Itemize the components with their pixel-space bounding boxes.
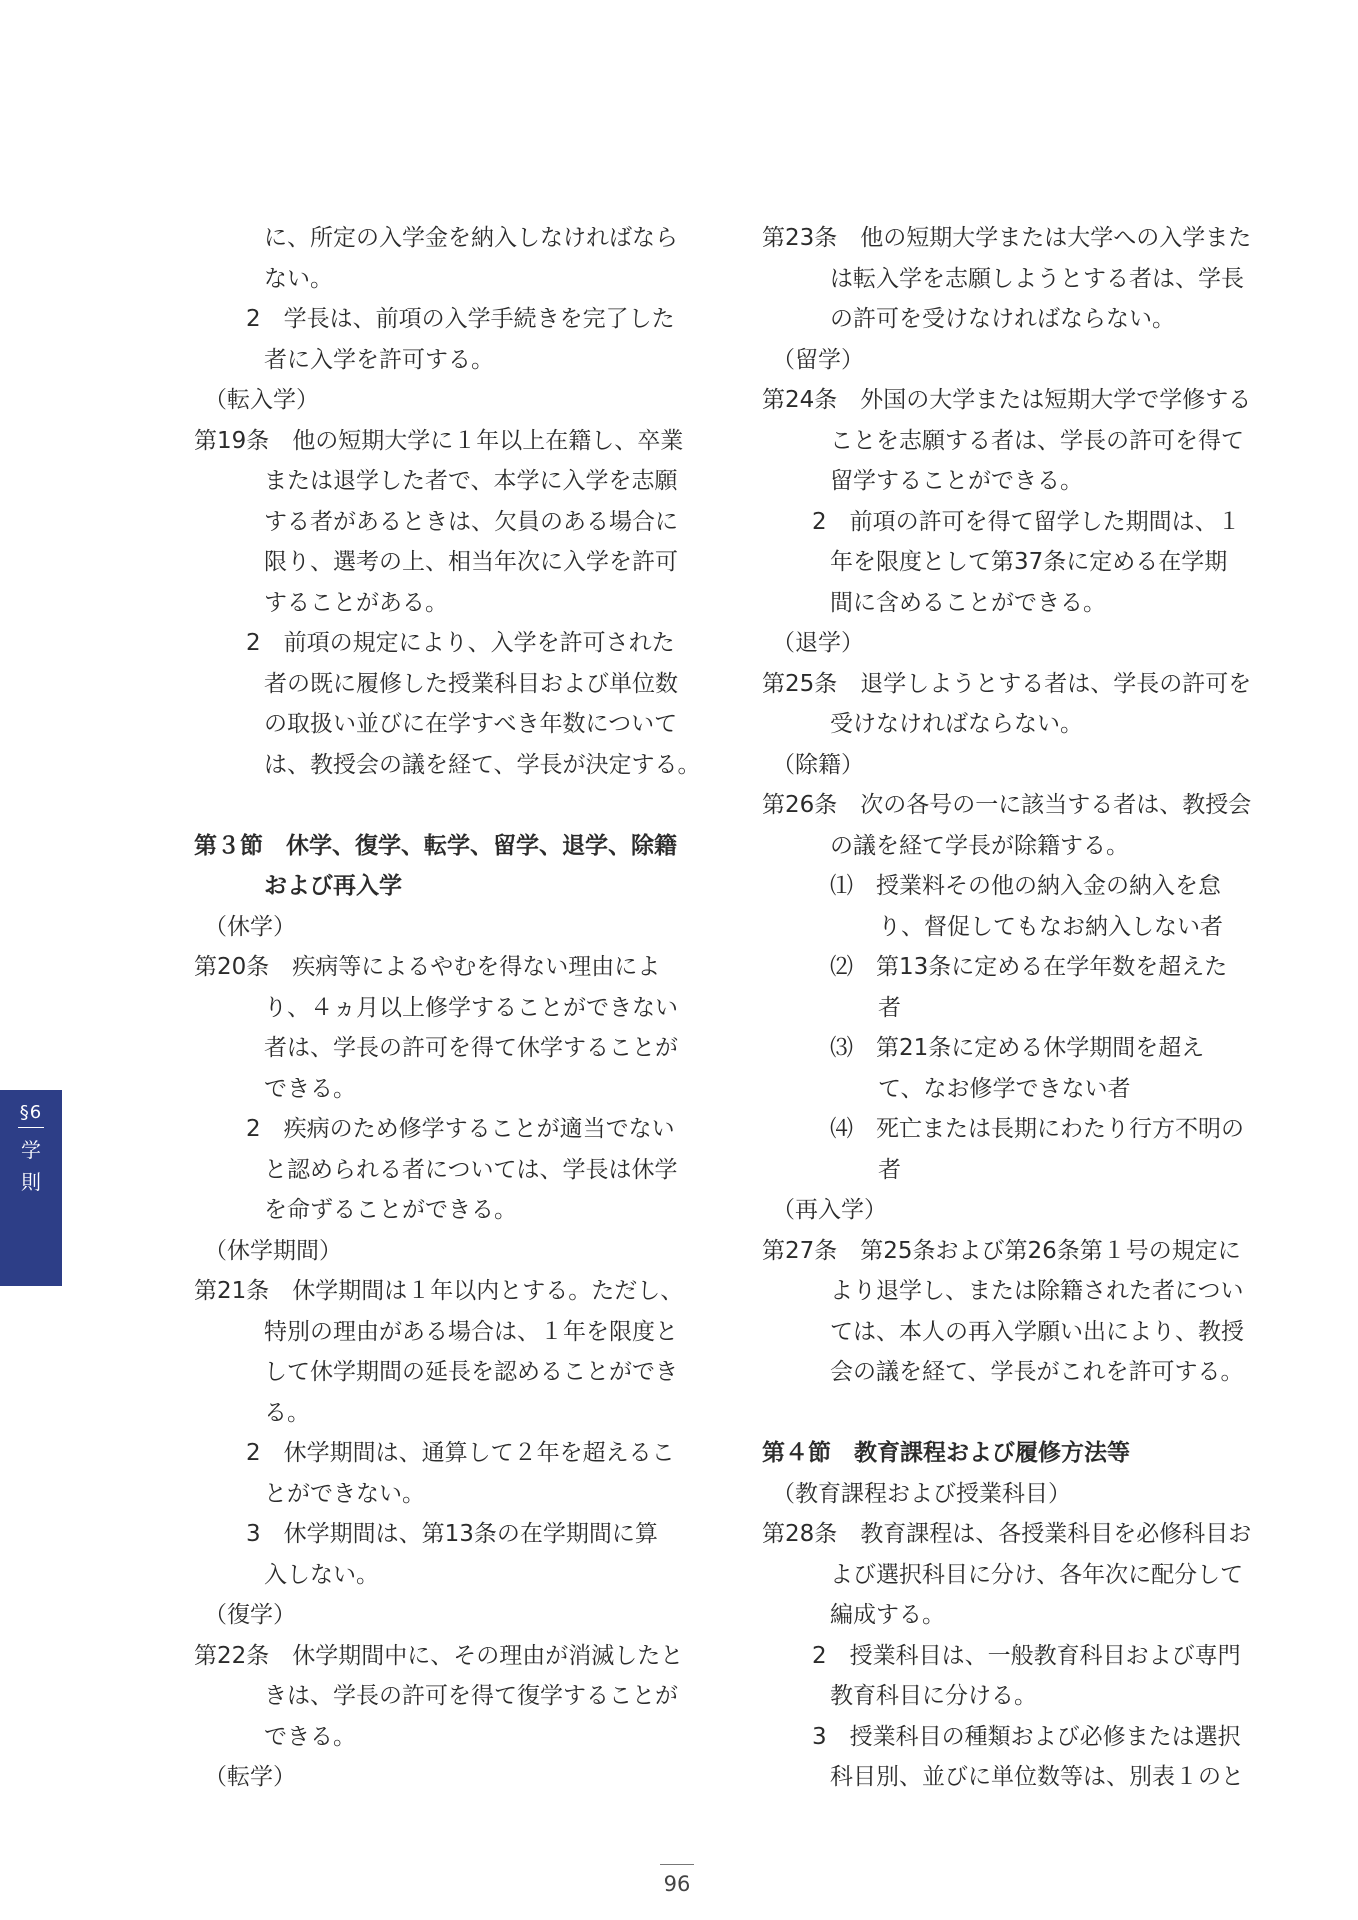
text-line: とができない。 xyxy=(264,1480,425,1507)
text-line: 第21条 休学期間は１年以内とする。ただし、 xyxy=(194,1278,684,1304)
text-line: または退学した者で、本学に入学を志願 xyxy=(264,468,678,494)
section-heading-line: 第４節 教育課程および履修方法等 xyxy=(762,1440,1130,1466)
text-line: 第19条 他の短期大学に１年以上在籍し、卒業 xyxy=(194,427,684,454)
text-line: （再入学） xyxy=(772,1197,887,1223)
text-line: に、所定の入学金を納入しなければなら xyxy=(264,225,678,251)
text-line: （休学期間） xyxy=(204,1237,342,1264)
text-line: ことを志願する者は、学長の許可を得て xyxy=(830,427,1244,454)
text-line: 2 授業科目は、一般教育科目および専門 xyxy=(812,1642,1241,1669)
text-line: り、督促してもなお納入しない者 xyxy=(878,913,1223,940)
text-line: 2 学長は、前項の入学手続きを完了した xyxy=(246,306,675,332)
text-line: 2 前項の許可を得て留学した期間は、１ xyxy=(812,508,1241,535)
text-line: る。 xyxy=(264,1399,310,1426)
text-line: きは、学長の許可を得て復学することが xyxy=(264,1683,678,1709)
text-line: 第28条 教育課程は、各授業科目を必修科目お xyxy=(762,1521,1252,1547)
text-line: 入しない。 xyxy=(264,1561,379,1588)
text-line: を命ずることができる。 xyxy=(264,1197,517,1223)
text-line: できる。 xyxy=(264,1075,356,1102)
text-line: 者 xyxy=(878,994,901,1021)
text-line: ⑶ 第21条に定める休学期間を超え xyxy=(830,1035,1205,1061)
text-line: 者の既に履修した授業科目および単位数 xyxy=(264,670,678,697)
text-line: 3 授業科目の種類および必修または選択 xyxy=(812,1723,1241,1750)
text-line: （留学） xyxy=(772,346,864,373)
text-line: 者に入学を許可する。 xyxy=(264,346,494,373)
text-line: 2 休学期間は、通算して２年を超えるこ xyxy=(246,1440,675,1466)
text-line: ない。 xyxy=(264,265,333,292)
text-line: よび選択科目に分け、各年次に配分して xyxy=(830,1561,1244,1588)
text-line: 間に含めることができる。 xyxy=(830,589,1106,616)
text-line: 科目別、並びに単位数等は、別表１のと xyxy=(830,1764,1244,1790)
text-line: 者 xyxy=(878,1156,901,1183)
text-line: （転入学） xyxy=(204,387,319,413)
text-line: は転入学を志願しようとする者は、学長 xyxy=(830,265,1244,292)
text-line: 第27条 第25条および第26条第１号の規定に xyxy=(762,1237,1241,1264)
text-line: （教育課程および授業科目） xyxy=(772,1480,1071,1507)
text-line: と認められる者については、学長は休学 xyxy=(264,1156,678,1183)
page-number-rule xyxy=(660,1864,694,1865)
text-line: して休学期間の延長を認めることができ xyxy=(264,1359,678,1385)
text-line: （復学） xyxy=(204,1602,296,1628)
text-line: 第20条 疾病等によるやむを得ない理由によ xyxy=(194,954,661,980)
text-line: 3 休学期間は、第13条の在学期間に算 xyxy=(246,1521,658,1547)
text-line: ては、本人の再入学願い出により、教授 xyxy=(830,1318,1244,1345)
text-line: 第23条 他の短期大学または大学への入学また xyxy=(762,225,1252,251)
text-line: ⑷ 死亡または長期にわたり行方不明の xyxy=(830,1116,1244,1142)
text-line: の議を経て学長が除籍する。 xyxy=(830,832,1129,859)
text-line: することがある。 xyxy=(264,589,448,616)
page-number: 96 xyxy=(663,1872,691,1896)
text-line: 教育科目に分ける。 xyxy=(830,1683,1037,1709)
text-line: 受けなければならない。 xyxy=(830,711,1083,737)
side-tab-char: 学 xyxy=(21,1138,41,1162)
text-line: 年を限度として第37条に定める在学期 xyxy=(830,549,1228,575)
text-line: り、４ヵ月以上修学することができない xyxy=(264,994,678,1021)
section-heading-line: および再入学 xyxy=(264,873,402,899)
text-line: する者があるときは、欠員のある場合に xyxy=(264,508,678,535)
left-column xyxy=(194,218,701,1798)
text-line: 者は、学長の許可を得て休学することが xyxy=(264,1035,678,1061)
text-line: （転学） xyxy=(204,1764,296,1790)
right-column xyxy=(762,218,1252,1798)
text-line: 2 疾病のため修学することが適当でない xyxy=(246,1116,675,1142)
side-tab-section-number: §6 xyxy=(19,1102,43,1123)
text-line: （除籍） xyxy=(772,751,864,778)
text-line: ⑴ 授業料その他の納入金の納入を怠 xyxy=(830,873,1221,899)
text-line: 第24条 外国の大学または短期大学で学修する xyxy=(762,387,1252,413)
text-line: 第25条 退学しようとする者は、学長の許可を xyxy=(762,670,1252,697)
text-line: は、教授会の議を経て、学長が決定する。 xyxy=(264,751,701,778)
text-line: 第22条 休学期間中に、その理由が消滅したと xyxy=(194,1642,684,1669)
text-line: できる。 xyxy=(264,1723,356,1750)
text-line: より退学し、または除籍された者につい xyxy=(830,1278,1244,1304)
text-line: 2 前項の規定により、入学を許可された xyxy=(246,630,675,656)
text-line: 会の議を経て、学長がこれを許可する。 xyxy=(830,1359,1244,1385)
paragraph-gap xyxy=(762,1393,1252,1434)
text-line: て、なお修学できない者 xyxy=(878,1075,1131,1102)
text-line: （休学） xyxy=(204,913,296,940)
text-line: 留学することができる。 xyxy=(830,468,1083,494)
section-side-tab xyxy=(0,1090,62,1286)
text-line: 特別の理由がある場合は、１年を限度と xyxy=(264,1318,678,1345)
text-line: 編成する。 xyxy=(830,1602,945,1628)
text-line: の取扱い並びに在学すべき年数について xyxy=(264,711,678,737)
text-line: ⑵ 第13条に定める在学年数を超えた xyxy=(830,954,1228,980)
text-line: 第26条 次の各号の一に該当する者は、教授会 xyxy=(762,792,1252,818)
side-tab-divider xyxy=(18,1127,44,1128)
paragraph-gap xyxy=(194,785,684,826)
text-line: （退学） xyxy=(772,630,864,656)
section-heading-line: 第３節 休学、復学、転学、留学、退学、除籍 xyxy=(194,832,677,859)
side-tab-char: 則 xyxy=(21,1170,41,1194)
text-line: 限り、選考の上、相当年次に入学を許可 xyxy=(264,549,678,575)
text-line: の許可を受けなければならない。 xyxy=(830,306,1175,332)
